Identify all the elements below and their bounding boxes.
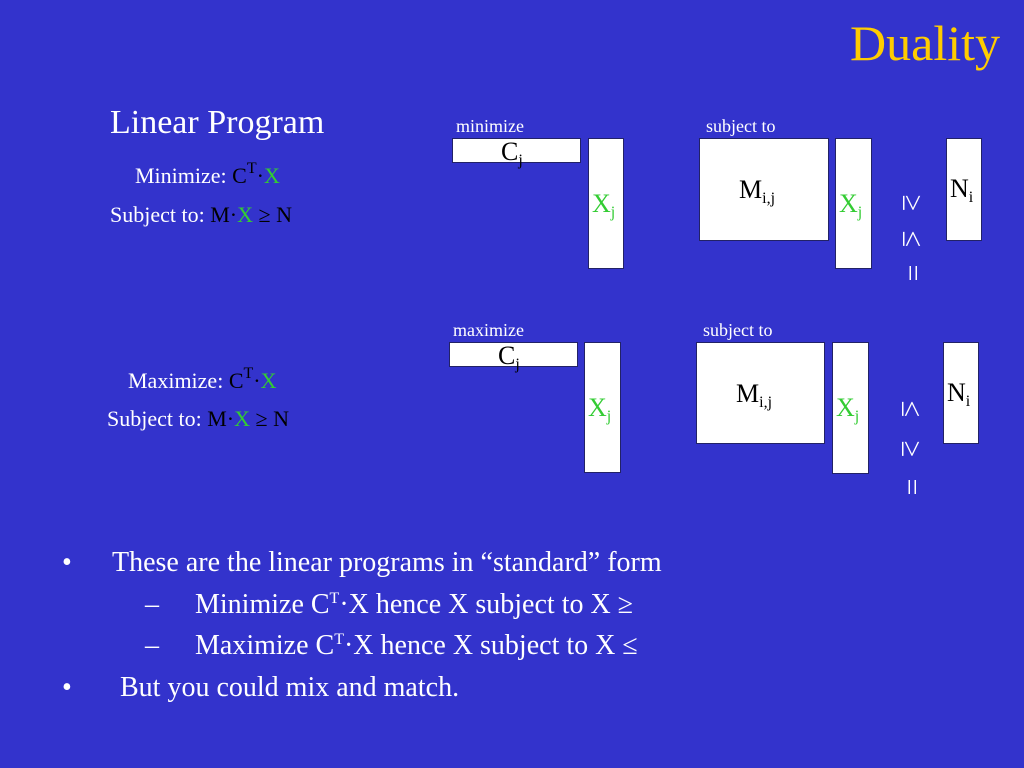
slide-title: Duality bbox=[850, 15, 1000, 71]
bullet-mix-match: But you could mix and match. bbox=[120, 672, 460, 703]
dot-symbol: · bbox=[253, 368, 261, 393]
matrix-label: $M_{i,j}$ bbox=[736, 379, 773, 411]
constraint-label: subject to bbox=[703, 320, 773, 340]
cost-vector-box bbox=[452, 137, 581, 169]
relation-symbol: = bbox=[896, 264, 930, 282]
relation-symbol: ≤ bbox=[896, 230, 930, 248]
cost-vector-box bbox=[449, 341, 578, 373]
transpose-symbol: T bbox=[243, 365, 254, 382]
relation-symbol: ≥ bbox=[895, 440, 929, 458]
lp-subject-line bbox=[110, 202, 292, 228]
dash-marker: – bbox=[145, 589, 159, 620]
n-symbol: N bbox=[276, 202, 292, 227]
m-symbol: M bbox=[207, 406, 227, 431]
x-vector-label: $X_j$ bbox=[839, 189, 863, 221]
relation-symbol: ≤ bbox=[895, 400, 929, 418]
x-vector-label: $X_j$ bbox=[588, 393, 612, 425]
x-symbol: X bbox=[263, 163, 280, 188]
rhs-vector-label: $N_i$ bbox=[950, 174, 974, 206]
relation-symbol: = bbox=[895, 478, 929, 496]
geq-symbol: ≥ bbox=[255, 406, 268, 431]
objective-label: maximize bbox=[453, 320, 524, 340]
constraint-matrix-box bbox=[699, 138, 829, 241]
x-vector-label: $X_j$ bbox=[592, 189, 616, 221]
lp-minimize-line bbox=[135, 160, 280, 189]
x-symbol: X bbox=[237, 202, 253, 227]
subbullet-minimize: Minimize $C^T\cdot X$ hence X subject to X ≥ bbox=[195, 589, 634, 620]
objective-label: minimize bbox=[456, 116, 524, 136]
relation-symbol: ≥ bbox=[896, 194, 930, 212]
bullet-marker: • bbox=[62, 672, 72, 703]
cost-vector-label: $C_j$ bbox=[501, 137, 523, 169]
constraint-label: subject to bbox=[706, 116, 776, 136]
matrix-label: $M_{i,j}$ bbox=[739, 175, 776, 207]
n-symbol: N bbox=[273, 406, 289, 431]
bullet-marker: • bbox=[62, 547, 72, 578]
x-vector-box bbox=[584, 342, 621, 473]
maximize-label: Maximize: bbox=[128, 368, 229, 393]
dot-symbol: · bbox=[229, 202, 238, 227]
subject-label: Subject to: bbox=[107, 406, 208, 431]
lp-subject-line-2 bbox=[107, 406, 289, 432]
x-vector-box bbox=[588, 138, 624, 269]
rhs-vector-box bbox=[946, 138, 982, 241]
x-vector-label: $X_j$ bbox=[836, 393, 860, 425]
transpose-symbol: T bbox=[246, 160, 257, 177]
minimize-label: Minimize: bbox=[135, 163, 233, 188]
rhs-vector-label: $N_i$ bbox=[947, 378, 971, 410]
x-vector-box-2 bbox=[832, 342, 869, 474]
cost-vector-label: $C_j$ bbox=[498, 341, 520, 373]
x-vector-box-2 bbox=[835, 138, 872, 269]
bullet-standard-form: These are the linear programs in “standard” form bbox=[112, 547, 662, 578]
dot-symbol: · bbox=[256, 163, 264, 188]
subject-label: Subject to: bbox=[110, 202, 211, 227]
rhs-vector-box bbox=[943, 342, 979, 444]
dot-symbol: · bbox=[226, 406, 235, 431]
c-symbol: C bbox=[232, 163, 247, 188]
x-symbol: X bbox=[234, 406, 250, 431]
dash-marker: – bbox=[145, 630, 159, 661]
geq-symbol: ≥ bbox=[258, 202, 271, 227]
lp-heading: Linear Program bbox=[110, 104, 325, 141]
lp-maximize-line bbox=[128, 365, 277, 394]
subbullet-maximize: Maximize $C^T\cdot X$ hence X subject to X ≤ bbox=[195, 630, 638, 661]
constraint-matrix-box bbox=[696, 342, 825, 444]
m-symbol: M bbox=[210, 202, 230, 227]
c-symbol: C bbox=[228, 368, 244, 393]
x-symbol: X bbox=[260, 368, 277, 393]
